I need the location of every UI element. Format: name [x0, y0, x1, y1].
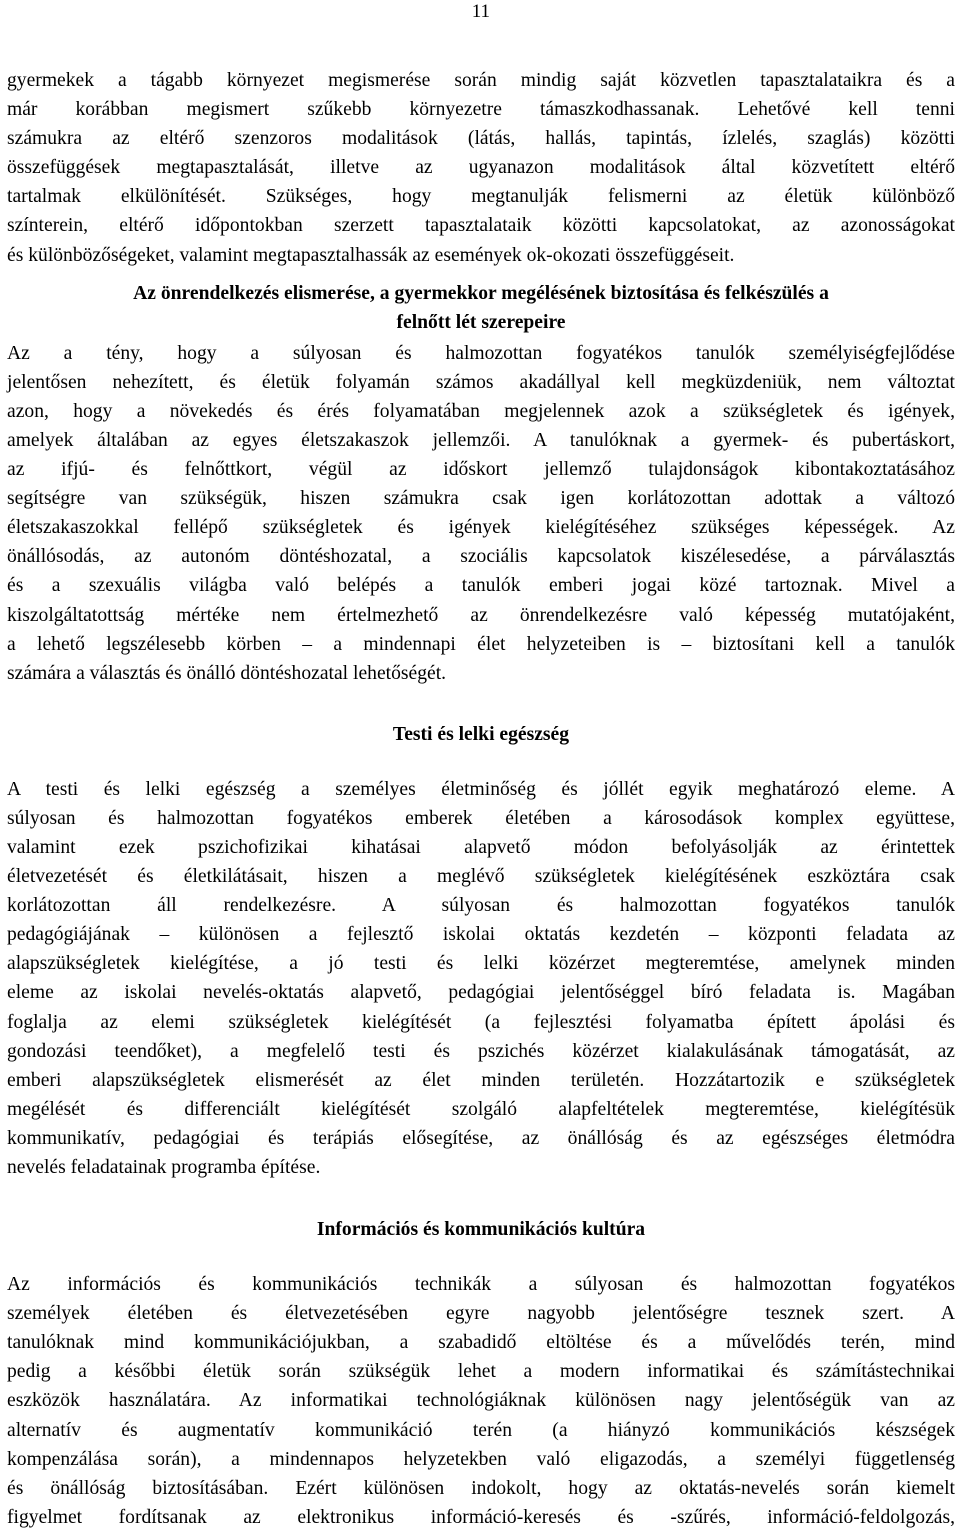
text-line: számukra az eltérő szenzoros modalitások (látás, hallás, tapintás, ízlelés, szaglás) közötti: [7, 128, 955, 150]
text-line: alapszükségletek kielégítése, a jó testi és lelki közérzet megteremtése, amelynek minden: [7, 953, 955, 975]
text-line: alternatív és augmentatív kommunikáció terén (a hiányzó kommunikációs készségek: [7, 1419, 955, 1441]
text-line: korlátozottan áll rendelkezésre. A súlyosan és halmozottan fogyatékos tanulók: [7, 895, 955, 917]
page-number: 11: [471, 1, 490, 22]
text-line: gondozási teendőket), a megfelelő testi és pszichés közérzet kialakulásának támogatását, az: [7, 1040, 955, 1062]
text-line: kompenzálása során), a mindennapos helyzetekben való eligazodás, a személyi függetlenség: [7, 1448, 955, 1470]
text-line: az ifjú- és felnőttkort, végül az időskort jellemző tulajdonságok kibontakoztatásához: [7, 459, 955, 481]
text-line: foglalja az elemi szükségletek kielégítését (a fejlesztési folyamatba épített ápolási és: [7, 1011, 955, 1033]
text-line: Az a tény, hogy a súlyosan és halmozottan fogyatékos tanulók személyiségfejlődése: [7, 342, 955, 364]
heading-line: Az önrendelkezés elismerése, a gyermekkor megélésének biztosítása és felkészülés a: [133, 282, 829, 304]
section-heading-self-determination: [7, 279, 955, 337]
text-line: emberi alapszükségletek elismerését az élet minden területén. Hozzátartozik e szükségletek: [7, 1069, 955, 1091]
text-line: súlyosan és halmozottan fogyatékos emberek életében a károsodások komplex együttese,: [7, 807, 955, 829]
text-line: és különbözőségeket, valamint megtapasztalhassák az események ok-okozati összefüggéseit.: [7, 244, 735, 266]
text-line: figyelmet fordítsanak az elektronikus információ-keresés és -szűrés, információ-feldolgozás,: [7, 1506, 955, 1528]
text-line: Az információs és kommunikációs technikák a súlyosan és halmozottan fogyatékos: [7, 1274, 955, 1296]
text-line: azon, hogy a növekedés és érés folyamatában megjelennek azok a szükségletek és igények,: [7, 400, 955, 422]
heading-line: felnőtt lét szerepeire: [396, 311, 566, 333]
text-line: eszközök használatára. Az informatikai technológiáknak különösen nagy jelentőségük van az: [7, 1390, 955, 1412]
text-line: tanulóknak mind kommunikációjukban, a szabadidő eltöltése és a művelődés terén, mind: [7, 1332, 955, 1354]
text-line: A testi és lelki egészség a személyes életminőség és jóllét egyik meghatározó eleme. A: [7, 778, 955, 800]
text-line: már korábban megismert szűkebb környezetre támaszkodhassanak. Lehetővé kell tenni: [7, 99, 955, 121]
text-line: jelentősen nehezített, és életük folyamán számos akadállyal kell megküzdeniük, nem változtat: [7, 371, 955, 393]
text-line: összefüggések megtapasztalását, illetve az ugyanazon modalitások által közvetített eltérő: [7, 157, 955, 179]
page-content: [7, 66, 955, 1532]
text-line: amelyek általában az egyes életszakaszok jellemzői. A tanulóknak a gyermek- és pubertáskort,: [7, 429, 955, 451]
text-line: színterein, eltérő időpontokban szerzett tapasztalataik közötti kapcsolatokat, az azonosságokat: [7, 215, 955, 237]
text-line: eleme az iskolai nevelés-oktatás alapvető, pedagógiai jelentőséggel bíró feladata is. Magában: [7, 982, 955, 1004]
text-line: tartalmak elkülönítését. Szükséges, hogy megtanulják felismerni az életük különböző: [7, 186, 955, 208]
text-line: segítségre van szükségük, hiszen számukra csak igen korlátozottan adottak a változó: [7, 488, 955, 510]
text-line: számára a választás és önálló döntéshozatal lehetőségét.: [7, 662, 447, 684]
paragraph-intro-environment: [7, 66, 955, 270]
text-line: valamint ezek pszichofizikai kihatásai alapvető módon befolyásolják az érintettek: [7, 836, 955, 858]
text-line: és a szexuális világba való belépés a tanulók emberi jogai közé tartoznak. Mivel a: [7, 575, 955, 597]
text-line: gyermekek a tágabb környezet megismerése során mindig saját közvetlen tapasztalataikra és a: [7, 70, 955, 91]
text-line: a lehető legszélesebb körben – a mindennapi élet helyzeteiben is – biztosítani kell a tanulók: [7, 633, 955, 655]
text-line: életvezetését és életkilátásait, hiszen a meglévő szükségletek kielégítésének eszköztára csak: [7, 866, 955, 888]
text-line: pedagógiájának – különösen a fejlesztő iskolai oktatás kezdetén – központi feladata az: [7, 924, 955, 946]
paragraph-self-determination: [7, 339, 955, 688]
text-line: kommunikatív, pedagógiai és terápiás elősegítése, az önállóság és az egészséges életmódra: [7, 1127, 955, 1149]
section-heading-information-culture: Információs és kommunikációs kultúra: [316, 1219, 646, 1241]
text-line: megélését és differenciált kielégítését szolgáló alapfeltételek megteremtése, kielégítésük: [7, 1098, 955, 1120]
text-line: önállósodás, az autonóm döntéshozatal, a szociális kapcsolatok kiszélesedése, a párválasztás: [7, 546, 955, 568]
text-line: nevelés feladatainak programba építése.: [7, 1157, 321, 1178]
paragraph-health: [7, 775, 955, 1182]
section-heading-health: Testi és lelki egészség: [392, 723, 570, 745]
text-line: életszakaszokkal fellépő szükségletek és igények kielégítéséhez szükséges képességek. Az: [7, 517, 955, 539]
text-line: kiszolgáltatottság mértéke nem értelmezhető az önrendelkezésre való képesség mutatójaként,: [7, 604, 955, 626]
text-line: pedig a későbbi életük során szükségük lehet a modern informatikai és számítástechnikai: [7, 1361, 955, 1383]
text-line: személyek életében és életvezetésében egyre nagyobb jelentőségre tesznek szert. A: [7, 1303, 955, 1325]
text-line: és önállóság biztosításában. Ezért különösen indokolt, hogy az oktatás-nevelés során kiemelt: [7, 1477, 955, 1499]
paragraph-information-culture: [7, 1270, 955, 1532]
